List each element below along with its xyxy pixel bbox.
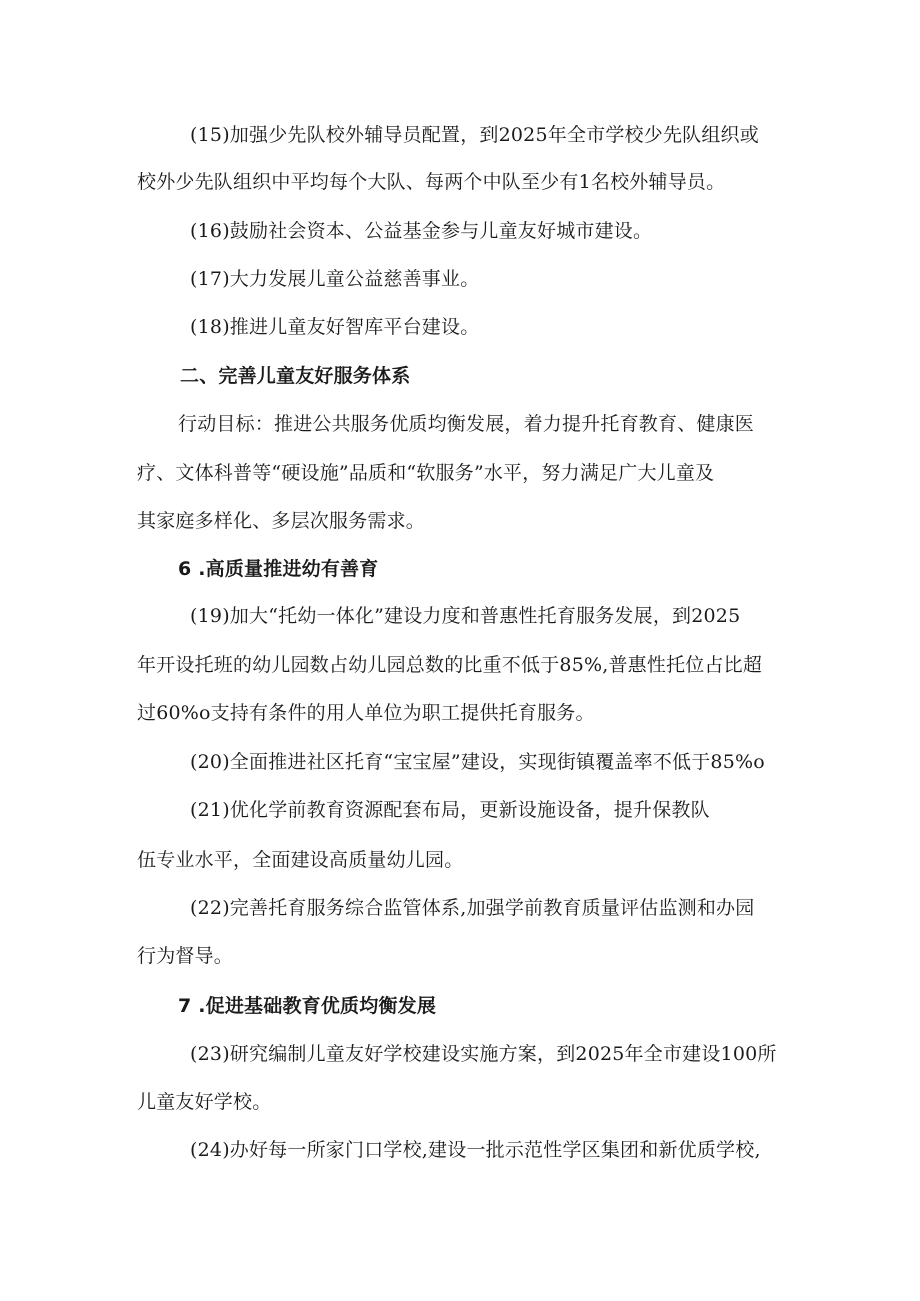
action-goal-line-1: 行动目标：推进公共服务优质均衡发展，着力提升托育教育、健康医 [178,413,755,435]
paragraph-24-line-1: (24)办好每一所家门口学校,建设一批示范性学区集团和新优质学校, [190,1139,761,1161]
paragraph-17: (17)大力发展儿童公益慈善事业。 [190,268,480,290]
subsection-7-heading: 7 .促进基础教育优质均衡发展 [178,995,437,1017]
section-2-heading: 二、完善儿童友好服务体系 [180,365,411,387]
paragraph-15-line-2: 校外少先队组织中平均每个大队、每两个中队至少有1名校外辅导员。 [137,171,726,193]
paragraph-15-line-1: (15)加强少先队校外辅导员配置，到2025年全市学校少先队组织或 [190,124,759,146]
paragraph-21-line-1: (21)优化学前教育资源配套布局，更新设施设备，提升保教队 [190,799,710,821]
paragraph-20: (20)全面推进社区托育“宝宝屋”建设，实现街镇覆盖率不低于85%o [190,751,765,773]
paragraph-23-line-2: 儿童友好学校。 [137,1091,272,1113]
paragraph-18: (18)推进儿童友好智库平台建设。 [190,316,480,338]
paragraph-19-line-2: 年开设托班的幼儿园数占幼儿园总数的比重不低于85%,普惠性托位占比超 [137,654,763,676]
action-goal-line-2: 疗、文体科普等“硬设施”品质和“软服务”水平，努力满足广大儿童及 [137,462,715,484]
paragraph-19-line-1: (19)加大“托幼一体化”建设力度和普惠性托育服务发展，到2025 [190,605,741,627]
paragraph-22-line-2: 行为督导。 [137,945,234,967]
paragraph-23-line-1: (23)研究编制儿童友好学校建设实施方案，到2025年全市建设100所 [190,1043,777,1065]
subsection-6-heading: 6 .高质量推进幼有善育 [178,558,379,580]
action-goal-line-3: 其家庭多样化、多层次服务需求。 [137,510,426,532]
paragraph-21-line-2: 伍专业水平，全面建设高质量幼儿园。 [137,849,464,871]
paragraph-16: (16)鼓励社会资本、公益基金参与儿童友好城市建设。 [190,220,653,242]
paragraph-19-line-3: 过60%o支持有条件的用人单位为职工提供托育服务。 [137,702,595,724]
paragraph-22-line-1: (22)完善托育服务综合监管体系,加强学前教育质量评估监测和办园 [190,897,755,919]
